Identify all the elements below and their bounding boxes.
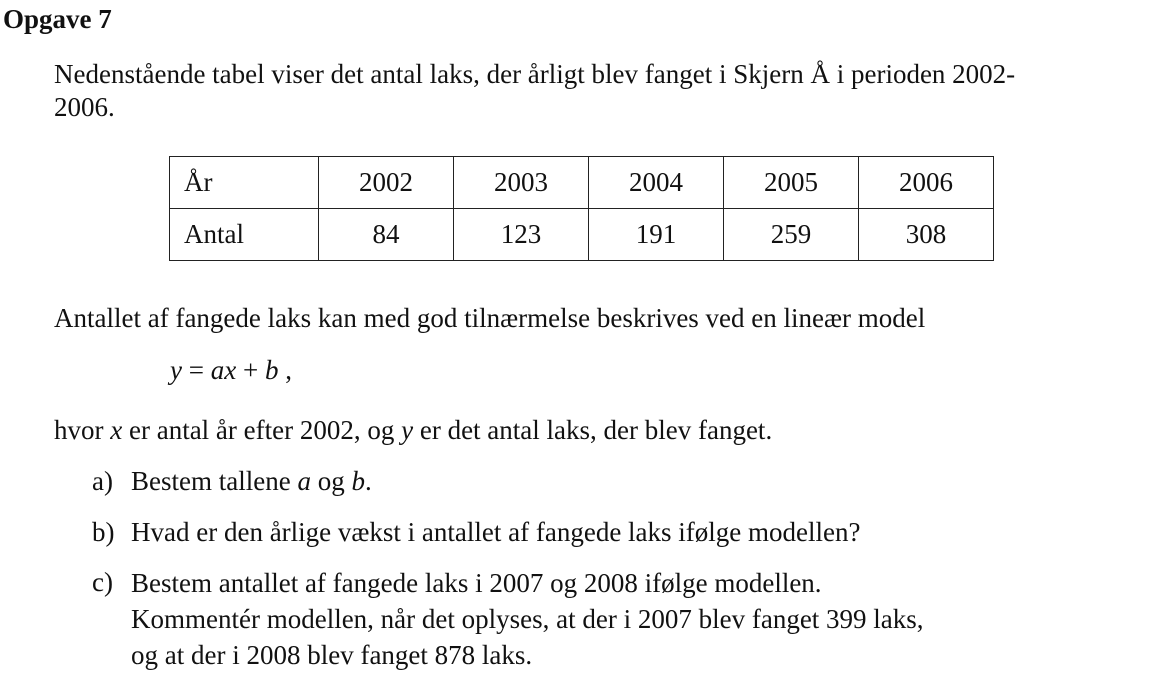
formula-b: b bbox=[264, 355, 279, 385]
formula-plus: + bbox=[236, 355, 265, 385]
table-row-counts bbox=[170, 209, 994, 261]
question-a-text bbox=[131, 464, 372, 499]
question-c-marker: c) bbox=[92, 567, 113, 597]
model-lead-text: Antallet af fangede laks kan med god tilnærmelse beskrives ved en lineær model bbox=[54, 303, 926, 333]
linear-model-formula bbox=[170, 354, 292, 387]
where-text-2: er antal år efter 2002, og bbox=[122, 415, 402, 445]
where-text-3: er det antal laks, der blev fanget. bbox=[413, 415, 773, 445]
qa-text-3: . bbox=[364, 466, 372, 496]
intro-paragraph: Nedenstående tabel viser det antal laks, der årligt blev fanget i Skjern Å i perioden 2002- 2006. bbox=[54, 59, 1016, 122]
question-b-marker: b) bbox=[92, 517, 115, 547]
count-cell: 259 bbox=[724, 209, 859, 261]
count-cell: 123 bbox=[454, 209, 589, 261]
exercise-title: Opgave 7 bbox=[3, 4, 112, 34]
salmon-catch-table bbox=[169, 156, 994, 261]
question-c-text bbox=[131, 565, 924, 673]
count-cell: 308 bbox=[859, 209, 994, 261]
qa-var-b: b bbox=[351, 466, 365, 496]
count-cell: 191 bbox=[589, 209, 724, 261]
year-cell: 2002 bbox=[319, 157, 454, 209]
question-b-text: Hvad er den årlige vækst i antallet af fangede laks ifølge modellen? bbox=[131, 517, 861, 547]
formula-y: y bbox=[170, 355, 182, 385]
question-a-marker: a) bbox=[92, 466, 113, 496]
year-cell: 2005 bbox=[724, 157, 859, 209]
where-text-1: hvor bbox=[54, 415, 111, 445]
qa-text-2: og bbox=[310, 466, 352, 496]
year-cell: 2006 bbox=[859, 157, 994, 209]
row-label-count: Antal bbox=[170, 209, 319, 261]
year-cell: 2004 bbox=[589, 157, 724, 209]
variable-definition-text bbox=[54, 414, 772, 447]
table-row-years bbox=[170, 157, 994, 209]
count-cell: 84 bbox=[319, 209, 454, 261]
qa-var-a: a bbox=[297, 466, 311, 496]
qc-line-2: Kommentér modellen, når det oplyses, at der i 2007 blev fanget 399 laks, bbox=[131, 604, 924, 634]
qc-line-1: Bestem antallet af fangede laks i 2007 og 2008 ifølge modellen. bbox=[131, 568, 822, 598]
where-var-x: x bbox=[110, 415, 123, 445]
qc-line-3: og at der i 2008 blev fanget 878 laks. bbox=[131, 640, 533, 670]
formula-comma: , bbox=[278, 355, 292, 385]
formula-equals: = bbox=[181, 355, 211, 385]
qa-text-1: Bestem tallene bbox=[131, 466, 298, 496]
where-var-y: y bbox=[401, 415, 414, 445]
row-label-year: År bbox=[170, 157, 319, 209]
year-cell: 2003 bbox=[454, 157, 589, 209]
formula-ax: ax bbox=[210, 355, 237, 385]
